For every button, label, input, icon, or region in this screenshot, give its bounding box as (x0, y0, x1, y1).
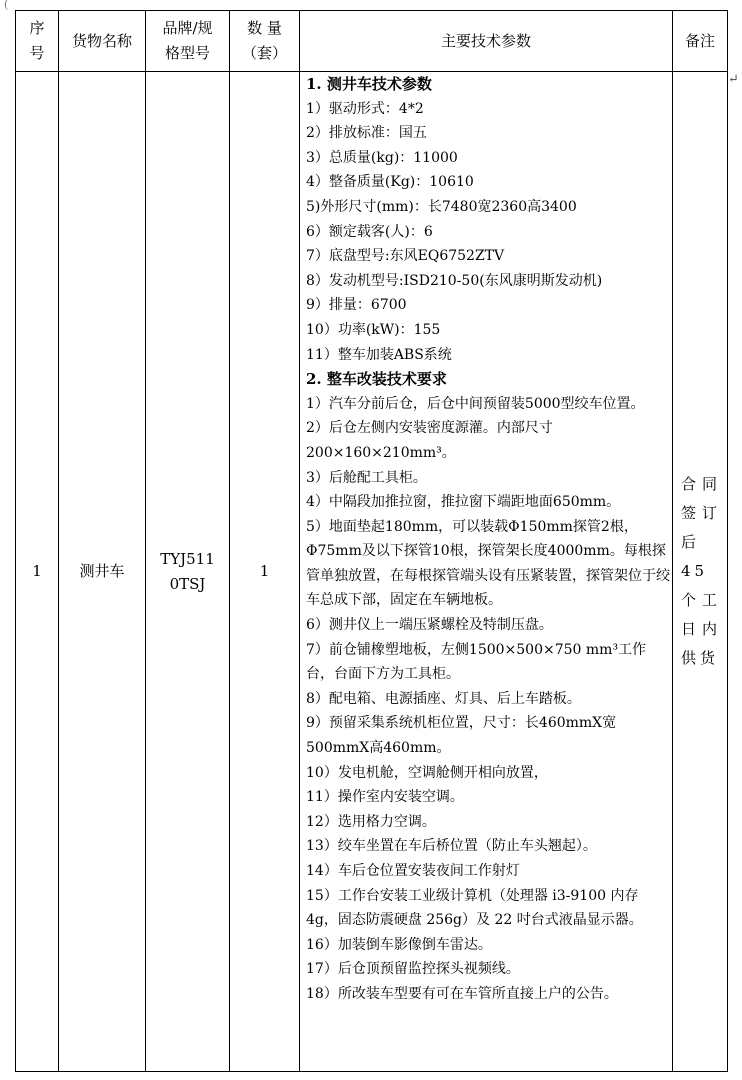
params-item: 6）测井仪上一端压紧螺栓及特制压盘。 (306, 617, 553, 634)
params-item: 14）车后仓位置安装夜间工作射灯 (306, 863, 520, 879)
params-item: 7）底盘型号:东风EQ6752ZTV (306, 248, 505, 265)
row-end-mark-icon: ↵ (728, 72, 739, 87)
params-item: 5)外形尺寸(mm)：长7480宽2360高3400 (306, 198, 577, 215)
params-item: 4）整备质量(Kg)：10610 (306, 174, 474, 191)
params-item: 9）预留采集系统机柜位置，尺寸：长460mmX宽500mmX高460mm。 (306, 715, 617, 757)
params-item: 3）总质量(kg)：11000 (306, 149, 458, 166)
header-row (16, 11, 728, 72)
header-name: 货物名称 (59, 11, 146, 72)
row-seq: 1 (16, 72, 59, 1072)
params-item: 11）整车加装ABS系统 (306, 346, 452, 363)
params-item: 15）工作台安装工业级计算机（处理器 i3-9100 内存 4g，固态防震硬盘 256g）及 22 吋台式液晶显示器。 (306, 887, 643, 929)
params-item: 6）额定载客(人)：6 (306, 223, 433, 240)
params-item: 18）所改装车型要有可在车管所直接上户的公告。 (306, 985, 618, 1002)
params-item: 17）后仓顶预留监控探头视频线。 (306, 961, 520, 978)
params-item: 8）发动机型号:ISD210-50(东风康明斯发动机) (306, 272, 603, 289)
header-qty: 数 量（套） (230, 11, 300, 72)
header-brand: 品牌/规格型号 (146, 11, 230, 72)
params-item: 8）配电箱、电源插座、灯具、后上车踏板。 (306, 690, 581, 707)
params-item: 16）加装倒车影像倒车雷达。 (306, 936, 492, 953)
params-section-heading: 1. 测井车技术参数 (306, 75, 432, 93)
params-item: 2）后仓左侧内安装密度源灌。内部尺寸200×160×210mm³。 (306, 420, 553, 461)
params-item: 12）选用格力空调。 (306, 813, 436, 830)
data-row (16, 72, 728, 1072)
params-item: 9）排量：6700 (306, 297, 407, 314)
params-item: 5）地面垫起180mm，可以装载Φ150mm探管2根，Φ75mm及以下探管10根，探管架长度4000mm。每根探管单独放置，在每根探管端头设有压紧装置，探管架位于绞车总成下部，固定在车辆地板。 (306, 518, 670, 609)
params-item: 1）驱动形式：4*2 (306, 100, 424, 117)
row-name: 测井车 (59, 72, 146, 1072)
row-brand: TYJ5110TSJ (146, 72, 230, 1072)
header-params: 主要技术参数 (300, 11, 673, 72)
goods-spec-table (15, 10, 728, 1072)
params-list (306, 72, 670, 1007)
params-item: 1）汽车分前后仓，后仓中间预留装5000型绞车位置。 (306, 395, 645, 412)
corner-mark: ( (4, 0, 9, 11)
row-qty: 1 (230, 72, 300, 1072)
params-item: 10）功率(kW)：155 (306, 321, 441, 338)
row-remark: 合同签订后45个工日内供货 (673, 72, 728, 1072)
params-item: 3）后舱配工具柜。 (306, 469, 427, 486)
header-remark: 备注 (673, 11, 728, 72)
header-seq: 序号 (16, 11, 59, 72)
params-item: 2）排放标准：国五 (306, 125, 427, 142)
params-section-heading: 2. 整车改装技术要求 (306, 370, 447, 389)
params-item: 11）操作室内安装空调。 (306, 789, 464, 806)
params-item: 13）绞车坐置在车后桥位置（防止车头翘起）。 (306, 838, 597, 855)
row-params (300, 72, 673, 1072)
params-item: 10）发电机舱，空调舱侧开相向放置， (306, 764, 548, 781)
params-item: 4）中隔段加推拉窗，推拉窗下端距地面650mm。 (306, 494, 621, 511)
params-item: 7）前仓铺橡塑地板，左侧1500×500×750 mm³工作台，台面下方为工具柜。 (306, 641, 647, 683)
